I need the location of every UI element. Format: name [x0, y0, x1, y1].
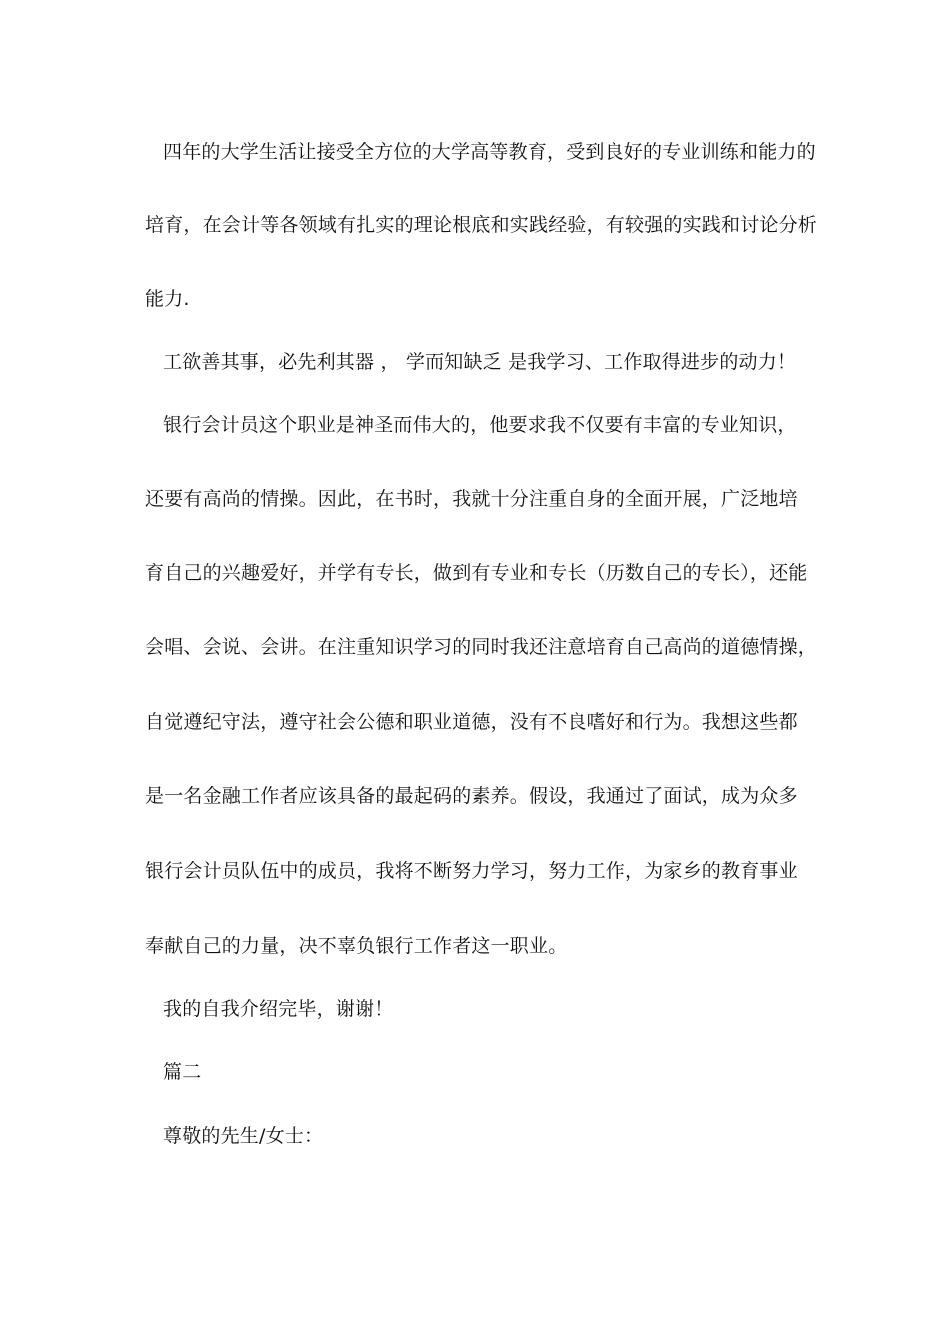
paragraph-line: 工欲善其事，必先利其器 ， 学而知缺乏 是我学习、工作取得进步的动力！: [163, 351, 797, 373]
paragraph-line: 还要有高尚的情操。因此，在书时，我就十分注重自身的全面开展，广泛地培: [145, 488, 798, 510]
paragraph-line: 培育，在会计等各领域有扎实的理论根底和实践经验，有较强的实践和讨论分析: [145, 214, 818, 236]
paragraph-line: 奉献自己的力量，决不辜负银行工作者这一职业。: [145, 935, 568, 957]
paragraph-line: 自觉遵纪守法，遵守社会公德和职业道德，没有不良嗜好和行为。我想这些都: [145, 711, 798, 733]
paragraph-line: 四年的大学生活让接受全方位的大学高等教育，受到良好的专业训练和能力的: [163, 141, 816, 163]
paragraph-line: 能力.: [145, 288, 190, 310]
paragraph-line: 我的自我介绍完毕，谢谢！: [163, 998, 394, 1020]
section-heading: 篇二: [163, 1061, 202, 1083]
salutation: 尊敬的先生/女士：: [163, 1125, 324, 1147]
paragraph-line: 育自己的兴趣爱好，并学有专长，做到有专业和专长（历数自己的专长），还能: [145, 562, 808, 584]
paragraph-line: 会唱、会说、会讲。在注重知识学习的同时我还注意培育自己高尚的道德情操，: [145, 636, 818, 658]
paragraph-line: 银行会计员这个职业是神圣而伟大的，他要求我不仅要有丰富的专业知识，: [163, 414, 797, 436]
paragraph-line: 是一名金融工作者应该具备的最起码的素养。假设，我通过了面试，成为众多: [145, 785, 798, 807]
paragraph-line: 银行会计员队伍中的成员，我将不断努力学习，努力工作，为家乡的教育事业: [145, 860, 798, 882]
